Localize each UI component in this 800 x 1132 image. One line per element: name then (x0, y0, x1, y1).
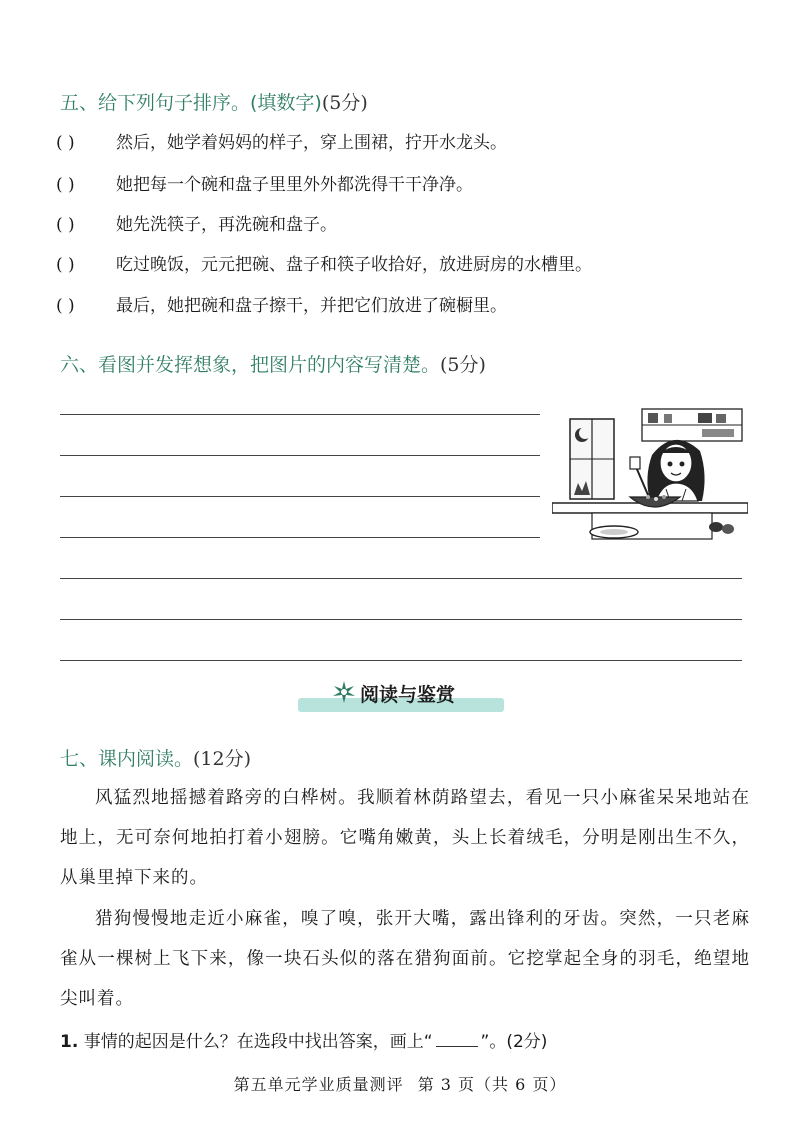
footer-page: 第 3 页（共 6 页） (417, 1075, 567, 1094)
girl-cooking-illustration (552, 405, 748, 547)
reading-paragraph: 风猛烈地摇撼着路旁的白桦树。我顺着林荫路望去，看见一只小麻雀呆呆地站在地上，无可奈何地拍打着小翅膀。它嘴角嫩黄，头上长着绒毛，分明是刚出生不久，从巢里掉下来的。 (60, 788, 750, 888)
banner-label: 阅读与鉴赏 (360, 684, 456, 706)
writing-line[interactable] (60, 537, 540, 538)
question-number: 1. (60, 1032, 79, 1052)
page-footer (0, 1072, 800, 1095)
question-score: ”。(2分) (480, 1032, 548, 1052)
sort-item: ( ) 最后，她把碗和盘子擦干，并把它们放进了碗橱里。 (56, 296, 507, 316)
answer-paren[interactable]: ( ) (56, 175, 75, 195)
writing-line[interactable] (60, 455, 540, 456)
sort-item: ( ) 吃过晚饭，元元把碗、盘子和筷子收拾好，放进厨房的水槽里。 (56, 255, 592, 275)
section5-title: 五、给下列句子排序。(填数字)(5分) (60, 92, 368, 114)
question-1 (60, 1027, 547, 1052)
writing-line[interactable] (60, 660, 742, 661)
answer-paren[interactable]: ( ) (56, 133, 75, 153)
sort-item: ( ) 然后，她学着妈妈的样子，穿上围裙，拧开水龙头。 (56, 133, 507, 153)
question-text: 事情的起因是什么？在选段中找出答案，画上“ (83, 1032, 433, 1052)
reading-section-banner (298, 678, 504, 714)
answer-paren[interactable]: ( ) (56, 215, 75, 235)
sort-item: ( ) 她把每一个碗和盘子里里外外都洗得干干净净。 (56, 175, 473, 195)
writing-line[interactable] (60, 496, 540, 497)
reading-paragraph: 猎狗慢慢地走近小麻雀，嗅了嗅，张开大嘴，露出锋利的牙齿。突然，一只老麻雀从一棵树上飞下来，像一块石头似的落在猎狗面前。它挖掌起全身的羽毛，绝望地尖叫着。 (60, 909, 750, 1009)
section7-title: 七、课内阅读。(12分) (60, 748, 252, 770)
answer-blank[interactable] (436, 1032, 478, 1047)
writing-line[interactable] (60, 414, 540, 415)
section6-title: 六、看图并发挥想象，把图片的内容写清楚。(5分) (60, 354, 486, 376)
writing-line[interactable] (60, 619, 742, 620)
sort-item: ( ) 她先洗筷子，再洗碗和盘子。 (56, 215, 337, 235)
starburst-icon (332, 680, 356, 704)
writing-line[interactable] (60, 578, 742, 579)
answer-paren[interactable]: ( ) (56, 296, 75, 316)
footer-unit: 第五单元学业质量测评 (233, 1075, 404, 1094)
answer-paren[interactable]: ( ) (56, 255, 75, 275)
